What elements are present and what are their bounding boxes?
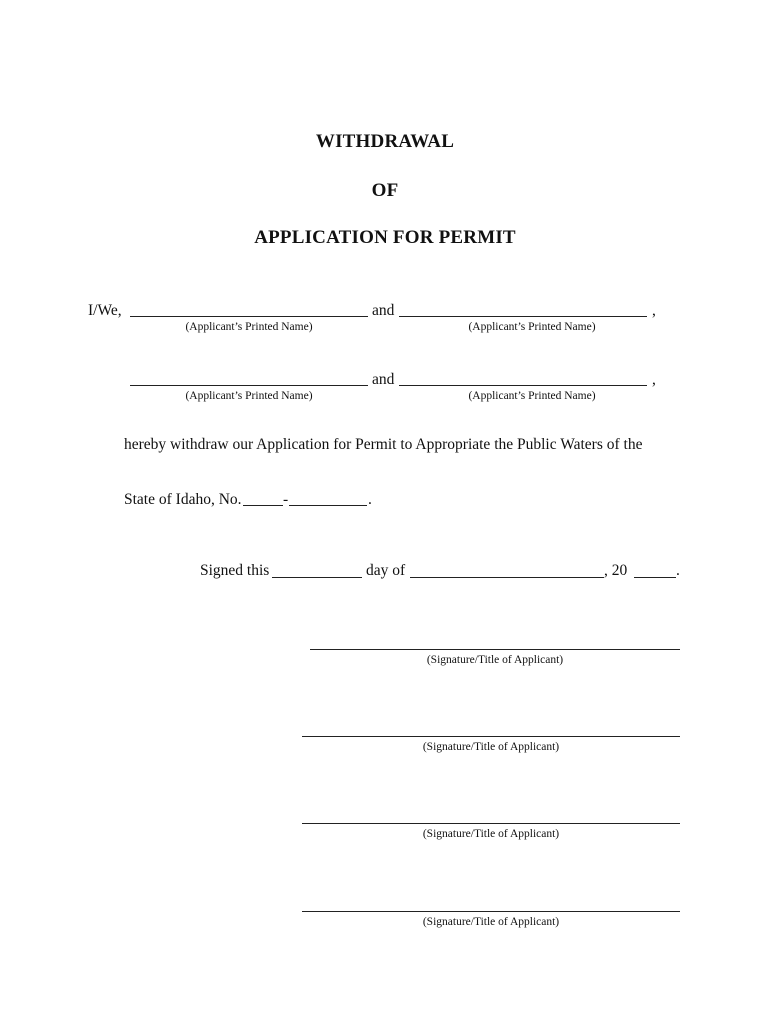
signed-month-field[interactable]: [410, 577, 604, 578]
signature-line-2[interactable]: [302, 736, 680, 737]
title-of: OF: [371, 180, 399, 201]
day-of-label: day of: [366, 562, 406, 579]
applicant-name-field-1[interactable]: [130, 316, 368, 317]
applicant-name-field-3[interactable]: [130, 385, 368, 386]
year-period: .: [676, 562, 680, 579]
signature-line-3[interactable]: [302, 823, 680, 824]
applicant-name-field-2[interactable]: [399, 316, 647, 317]
year-prefix-label: , 20: [604, 562, 628, 579]
permit-number-period: .: [368, 491, 372, 508]
applicant-caption-4: (Applicant’s Printed Name): [468, 390, 596, 402]
permit-number-prefix-field[interactable]: [243, 505, 283, 506]
signature-caption-2: (Signature/Title of Applicant): [422, 741, 560, 753]
signed-day-field[interactable]: [272, 577, 362, 578]
signed-year-field[interactable]: [634, 577, 676, 578]
iwe-label: I/We,: [88, 302, 122, 319]
signature-line-4[interactable]: [302, 911, 680, 912]
applicant-name-field-4[interactable]: [399, 385, 647, 386]
signature-caption-3: (Signature/Title of Applicant): [422, 828, 560, 840]
permit-number-separator: -: [283, 491, 289, 508]
title-withdrawal: WITHDRAWAL: [315, 131, 455, 152]
applicant-caption-3: (Applicant’s Printed Name): [185, 390, 313, 402]
signed-this-label: Signed this: [200, 562, 270, 579]
state-of-idaho-label: State of Idaho, No.: [124, 491, 242, 508]
applicant-caption-1: (Applicant’s Printed Name): [185, 321, 313, 333]
and-label-2: and: [372, 371, 395, 388]
and-label-1: and: [372, 302, 395, 319]
comma-1: ,: [652, 302, 656, 319]
withdraw-statement: hereby withdraw our Application for Permit to Appropriate the Public Waters of the: [124, 436, 643, 453]
signature-caption-1: (Signature/Title of Applicant): [426, 654, 564, 666]
signature-caption-4: (Signature/Title of Applicant): [422, 916, 560, 928]
title-application-for-permit: APPLICATION FOR PERMIT: [254, 227, 516, 248]
applicant-caption-2: (Applicant’s Printed Name): [468, 321, 596, 333]
permit-number-suffix-field[interactable]: [289, 505, 367, 506]
signature-line-1[interactable]: [310, 649, 680, 650]
comma-2: ,: [652, 371, 656, 388]
